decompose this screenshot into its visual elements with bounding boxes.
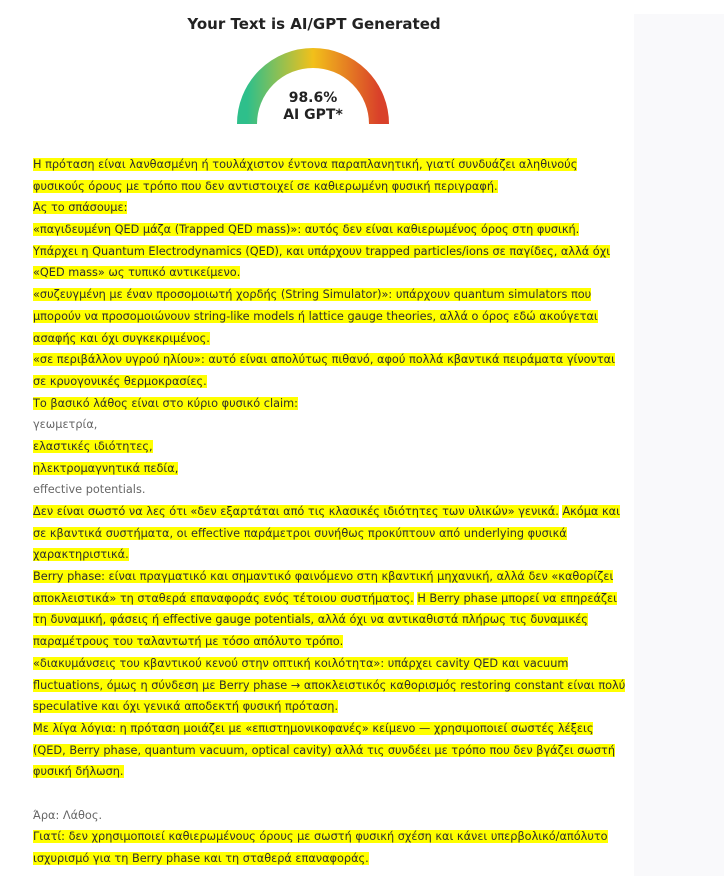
ai-highlighted-text: σε κβαντικά συστήματα, οι effective παράμετροι συνήθως προκύπτουν από underlying φυσικά xyxy=(33,526,567,540)
side-panel xyxy=(634,14,724,876)
ai-highlighted-text: φυσική δήλωση. xyxy=(33,765,124,779)
ai-highlighted-text: Η Berry phase μπορεί να επηρεάζει xyxy=(417,591,617,605)
ai-highlighted-text: Με λίγα λόγια: η πρόταση μοιάζει με «επιστημονικοφανές» κείμενο — χρησιμοποιεί σωστές λέξεις xyxy=(33,721,594,735)
text-line xyxy=(33,609,603,631)
ai-highlighted-text: speculative και όχι γενικά αποδεκτή φυσική πρόταση. xyxy=(33,700,339,714)
text-line xyxy=(33,349,615,371)
text-line xyxy=(33,458,603,480)
text-line xyxy=(33,219,603,241)
text-line xyxy=(33,544,603,566)
ai-highlighted-text: Η πρόταση είναι λανθασμένη ή τουλάχιστον έντονα παραπλανητική, γιατί συνδυάζει αληθινούς xyxy=(33,158,578,171)
ai-highlighted-text: fluctuations, όμως η σύνδεση με Berry phase → αποκλειστικός καθορισμός restoring constant είναι πολύ xyxy=(33,678,626,692)
ai-highlighted-text: φυσικούς όρους με τρόπο που δεν αντιστοιχεί σε καθιερωμένη φυσική περιγραφή. xyxy=(33,179,498,193)
text-line xyxy=(33,306,603,328)
text-line xyxy=(33,566,614,588)
ai-highlighted-text: «συζευγμένη με έναν προσομοιωτή χορδής (String Simulator)»: υπάρχουν quantum simulators που xyxy=(33,288,592,302)
ai-highlighted-text: σε κρυογονικές θερμοκρασίες. xyxy=(33,374,207,388)
text-line xyxy=(33,479,603,501)
text-line xyxy=(33,631,603,653)
text-line xyxy=(33,783,603,805)
ai-highlighted-text: μπορούν να προσομοιώνουν string-like models ή lattice gauge theories, αλλά ο όρος εδώ ακούγεται xyxy=(33,309,598,323)
text-line xyxy=(33,154,603,176)
gauge-label: AI GPT* xyxy=(283,107,343,123)
analyzed-text xyxy=(33,154,626,870)
human-text: γεωμετρία, xyxy=(33,418,98,432)
ai-highlighted-text: Γιατί: δεν χρησιμοποιεί καθιερωμένους όρους με σωστή φυσική σχέση και κάνει υπερβολικό/απόλυτο xyxy=(33,830,608,844)
ai-highlighted-text: παραμέτρους του ταλαντωτή με τόσο απόλυτο τρόπο. xyxy=(33,635,344,649)
result-title: Your Text is AI/GPT Generated xyxy=(187,15,441,33)
ai-highlighted-text: ασαφής και όχι συγκεκριμένος. xyxy=(33,331,210,345)
ai-highlighted-text: Το βασικό λάθος είναι στο κύριο φυσικό claim: xyxy=(33,396,298,410)
ai-highlighted-text: «QED mass» ως τυπικό αντικείμενο. xyxy=(33,266,241,280)
text-line xyxy=(33,328,603,350)
text-line xyxy=(33,284,603,306)
ai-highlighted-text: ελαστικές ιδιότητες, xyxy=(33,439,153,453)
ai-highlighted-text: Υπάρχει η Quantum Electrodynamics (QED), και υπάρχουν trapped particles/ions σε παγίδες, αλλά όχι xyxy=(33,244,611,258)
text-line xyxy=(33,588,617,610)
gauge-score: 98.6% xyxy=(288,90,338,106)
ai-highlighted-text: αποκλειστικά» τη σταθερά επαναφοράς ενός τέτοιου συστήματος. xyxy=(33,591,414,605)
text-line xyxy=(33,696,603,718)
text-line xyxy=(33,826,608,848)
human-text: Άρα: Λάθος. xyxy=(33,808,103,822)
ai-highlighted-text: τη δυναμική, φάσεις ή effective gauge potentials, αλλά όχι να αντικαθιστά πλήρως τις δυναμικές xyxy=(33,613,588,627)
text-line xyxy=(33,675,626,697)
text-line xyxy=(33,241,611,263)
text-line xyxy=(33,805,603,827)
ai-highlighted-text: Berry phase: είναι πραγματικό και σημαντικό φαινόμενο στη κβαντική μηχανική, αλλά δεν «καθορίζει xyxy=(33,570,614,584)
ai-highlighted-text: Δεν είναι σωστό να λες ότι «δεν εξαρτάται από τις κλασικές ιδιότητες των υλικών» γενικά. xyxy=(33,505,559,518)
text-line xyxy=(33,653,603,675)
ai-highlighted-text: ισχυρισμό για τη Berry phase και τη σταθερά επαναφοράς. xyxy=(33,852,369,865)
ai-highlighted-text: «σε περιβάλλον υγρού ηλίου»: αυτό είναι απολύτως πιθανό, αφού πολλά κβαντικά πειράματα γίνονται xyxy=(33,353,615,367)
text-line xyxy=(33,414,603,436)
ai-highlighted-text: Ας το σπάσουμε: xyxy=(33,201,128,215)
text-line xyxy=(33,501,620,523)
text-line xyxy=(33,197,603,219)
text-line xyxy=(33,436,603,458)
ai-highlighted-text: «διακυμάνσεις του κβαντικού κενού στην οπτική κοιλότητα»: υπάρχει cavity QED και vacuum xyxy=(33,656,569,670)
ai-highlighted-text: ηλεκτρομαγνητικά πεδία, xyxy=(33,461,179,475)
ai-highlighted-text: Ακόμα και xyxy=(562,505,620,518)
text-line xyxy=(33,371,603,393)
human-text: effective potentials. xyxy=(33,483,146,497)
text-line xyxy=(33,262,603,284)
text-line xyxy=(33,718,603,740)
text-line xyxy=(33,393,603,415)
text-line xyxy=(33,523,603,545)
text-line xyxy=(33,761,603,783)
text-line xyxy=(33,176,603,198)
ai-highlighted-text: (QED, Berry phase, quantum vacuum, optical cavity) αλλά τις συνδέει με τρόπο που δεν βγάζει σωστή xyxy=(33,743,615,757)
text-line xyxy=(33,740,615,762)
ai-highlighted-text: χαρακτηριστικά. xyxy=(33,548,129,562)
ai-highlighted-text: «παγιδευμένη QED μάζα (Trapped QED mass)»: αυτός δεν είναι καθιερωμένος όρος στη φυσική. xyxy=(33,223,580,237)
text-line xyxy=(33,848,603,870)
